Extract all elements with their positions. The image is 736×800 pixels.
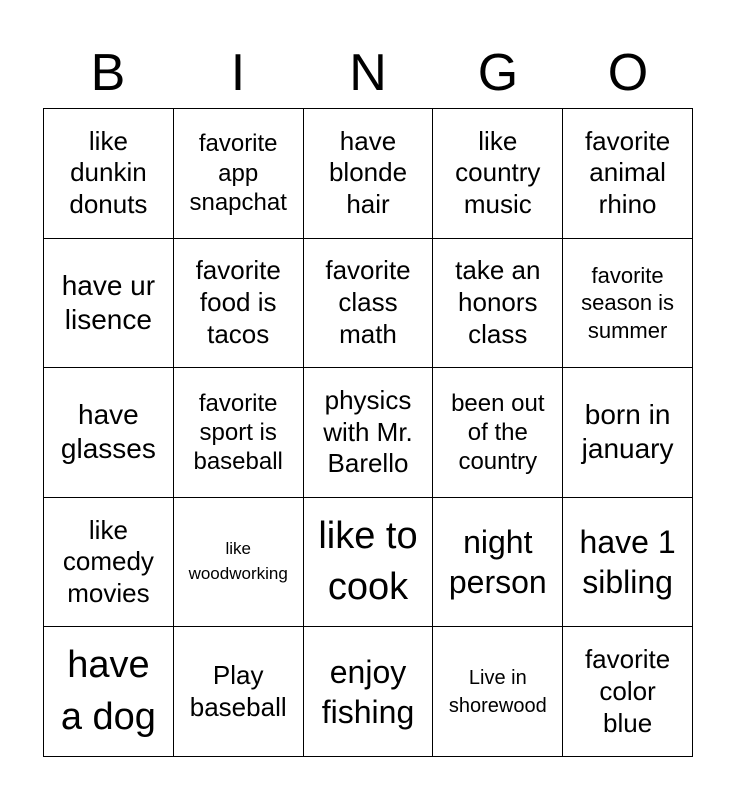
bingo-cell[interactable] (433, 109, 563, 239)
bingo-cell[interactable] (433, 498, 563, 628)
cell-text: have ur lisence (61, 269, 156, 335)
bingo-cell[interactable] (433, 368, 563, 498)
cell-text: favorite sport is baseball (193, 389, 283, 476)
bingo-cell[interactable] (174, 239, 304, 369)
cell-text: like woodworking (188, 539, 288, 584)
header-letter-n: N (349, 44, 387, 102)
cell-text: have glasses (60, 399, 156, 465)
bingo-cell[interactable] (174, 627, 304, 757)
bingo-cell[interactable] (174, 498, 304, 628)
header-letter-o: O (607, 44, 649, 102)
cell-text: night person (448, 524, 547, 601)
header-letter-b: B (90, 44, 126, 102)
cell-text: Live in shorewood (448, 666, 547, 717)
bingo-cell[interactable] (304, 239, 434, 369)
cell-text: have a dog (60, 644, 156, 738)
cell-text: like country music (455, 125, 541, 220)
header-letter-i: I (230, 44, 246, 102)
bingo-cell[interactable] (174, 368, 304, 498)
cell-text: physics with Mr. Barello (323, 384, 413, 479)
bingo-cell[interactable] (563, 368, 693, 498)
bingo-cell[interactable] (304, 109, 434, 239)
cell-text: have blonde hair (328, 125, 408, 220)
bingo-cell[interactable] (304, 368, 434, 498)
bingo-cell[interactable] (304, 498, 434, 628)
bingo-cell[interactable] (563, 239, 693, 369)
bingo-cell[interactable] (563, 498, 693, 628)
cell-text: born in january (581, 399, 674, 465)
cell-text: been out of the country (451, 389, 545, 476)
bingo-cell[interactable] (44, 498, 174, 628)
cell-text: like comedy movies (62, 514, 154, 608)
cell-text: favorite app snapchat (189, 130, 287, 216)
header-letter-g: G (477, 44, 519, 102)
bingo-cell[interactable] (433, 627, 563, 757)
cell-text: like to cook (318, 514, 418, 609)
cell-text: Play baseball (189, 659, 287, 722)
bingo-cell[interactable] (433, 239, 563, 369)
bingo-cell[interactable] (44, 627, 174, 757)
cell-text: enjoy fishing (321, 653, 415, 730)
cell-text: favorite season is summer (581, 262, 675, 343)
bingo-board (43, 108, 693, 757)
bingo-header (43, 42, 693, 104)
bingo-cell[interactable] (44, 239, 174, 369)
cell-text: favorite color blue (584, 644, 671, 738)
cell-text: have 1 sibling (579, 524, 676, 601)
cell-text: favorite animal rhino (584, 125, 671, 220)
bingo-cell[interactable] (563, 627, 693, 757)
cell-text: take an honors class (455, 255, 541, 349)
cell-text: favorite class math (325, 255, 411, 349)
bingo-cell[interactable] (174, 109, 304, 239)
bingo-cell[interactable] (304, 627, 434, 757)
bingo-cell[interactable] (44, 109, 174, 239)
cell-text: like dunkin donuts (69, 125, 148, 220)
bingo-cell[interactable] (44, 368, 174, 498)
cell-text: favorite food is tacos (195, 255, 281, 349)
bingo-cell[interactable] (563, 109, 693, 239)
